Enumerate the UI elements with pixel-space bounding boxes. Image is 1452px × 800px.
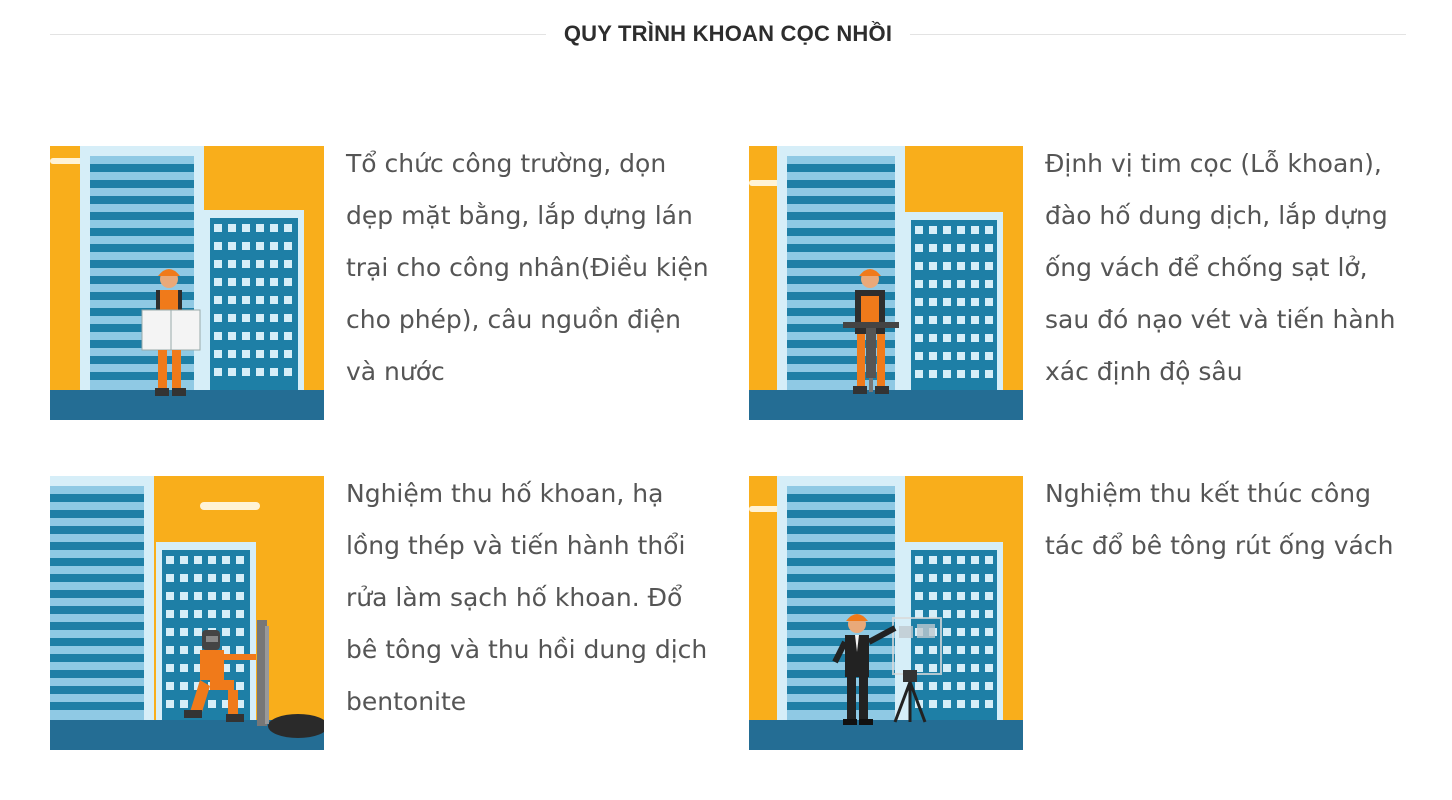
welder-kneeling-icon [50,476,324,750]
process-step-2 [749,146,1429,422]
step-4-description: Nghiệm thu kết thúc công tác đổ bê tông rút ống vách [1045,479,1394,560]
step-2-illustration [749,146,1023,420]
step-1-illustration [50,146,324,420]
step-3-description: Nghiệm thu hố khoan, hạ lồng thép và tiến hành thổi rửa làm sạch hố khoan. Đổ bê tông và thu hồi dung dịch bentonite [346,479,708,716]
step-2-description: Định vị tim cọc (Lỗ khoan), đào hố dung dịch, lắp dựng ống vách để chống sạt lở, sau đó nạo vét và tiến hành xác định độ sâu [1045,149,1396,386]
header-divider-right [910,34,1406,35]
step-1-description: Tổ chức công trường, dọn dẹp mặt bằng, lắp dựng lán trại cho công nhân(Điều kiện cho phép), câu nguồn điện và nước [346,149,709,386]
engineer-with-surveying-instrument-icon [749,476,1023,750]
process-step-3 [50,476,730,752]
section-title: QUY TRÌNH KHOAN CỌC NHỒI [563,21,893,46]
process-step-1 [50,146,730,422]
section-header [50,10,1406,58]
process-step-4 [749,476,1429,752]
step-3-illustration [50,476,324,750]
worker-with-jackhammer-icon [749,146,1023,420]
worker-reading-blueprint-icon [50,146,324,420]
step-4-illustration [749,476,1023,750]
header-divider-left [50,34,546,35]
